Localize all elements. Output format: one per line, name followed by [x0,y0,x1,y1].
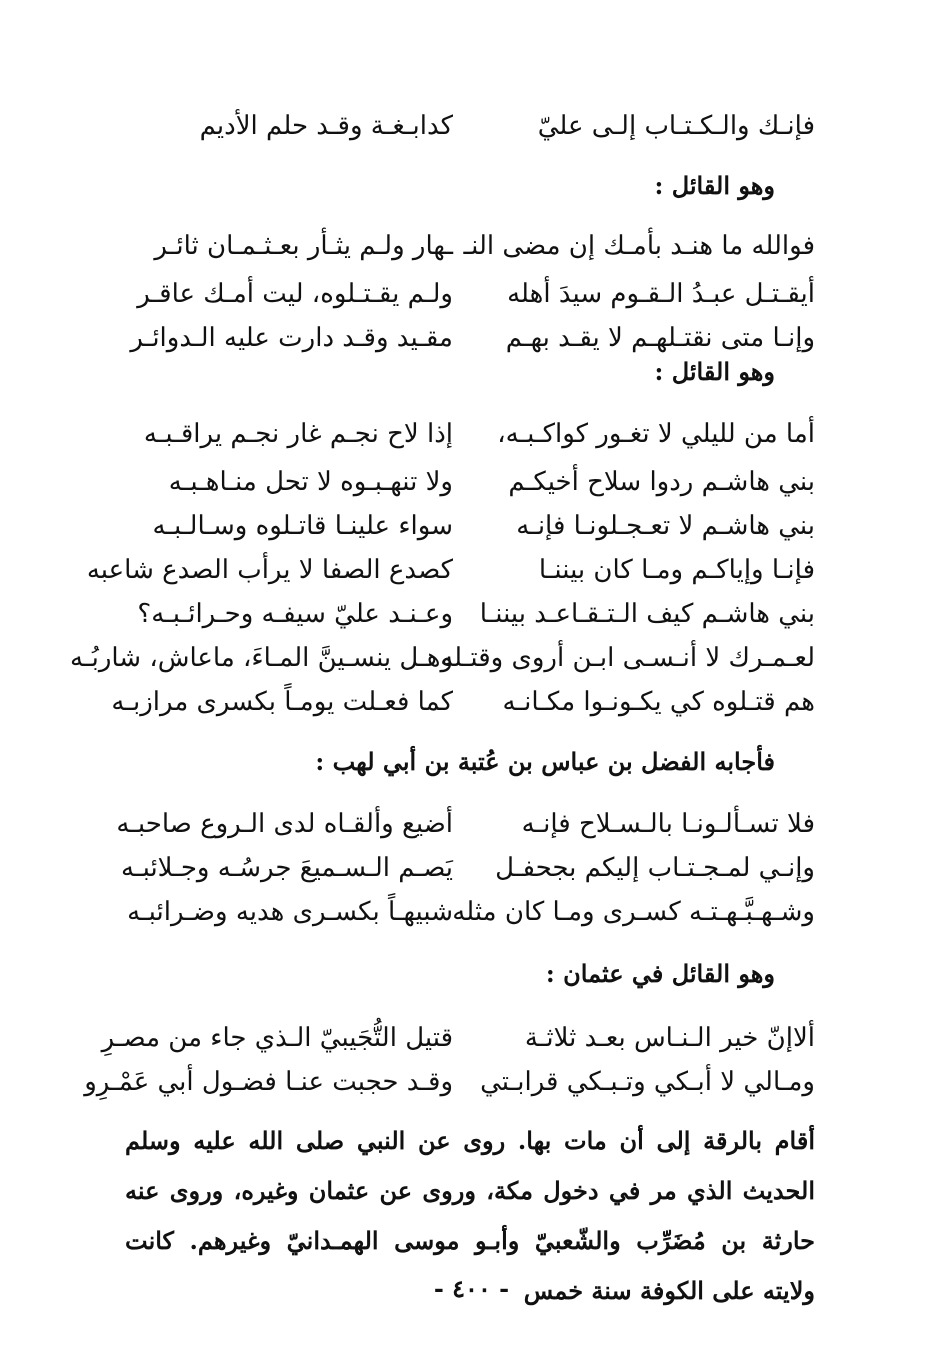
section-intro: وهو القائل : [654,357,775,386]
verse-hemistich-second: ولا تنهـبـوه لا تحل منـاهـبـه [168,467,453,497]
verse-hemistich-first: ألاإنّ خير الـنـاس بعـد ثلاثـة [524,1023,815,1053]
prose-text: أقام بالرقة إلى أن مات بها. روى عن النبي صلى الله عليه وسلم الحديث الذي مر في دخول مكة، وروى عن عثمان وغيره، وروى عنه حارثة بن مُضَرِّب والشّعبيّ وأبـو موسى الهمـدانيّ وغيرهم. كانت ولايته على الكوفة سنة خمس [125,1126,815,1305]
verse-hemistich-first: أيقـتـل عبـدُ الـقـوم سيدَ أهله [507,279,815,309]
verse-hemistich-second: شبيهـاً بكسـرى هديه وضـرائبـه [127,897,453,927]
verse-hemistich-second: يَصـم الـسـميعَ جرسُـه وجـلائبـه [121,853,453,883]
verse-hemistich-first: بني هاشـم لا تعـجـلونـا فإنـه [516,511,815,541]
verse-hemistich-second: قتيل التُّجَيبيّ الـذي جاء من مصـرِ [101,1023,453,1053]
verse-hemistich-second: ـهار ولـم يثـأر بعـثـمـان ثائـر [154,231,453,261]
verse-line [0,676,943,728]
verse-line [0,886,943,938]
verse-hemistich-second: ولـم يقـتـلوه، ليت أمـك عاقـر [137,279,453,309]
verse-hemistich-first: أما من لليلي لا تغـور كواكـبـه، [497,419,815,449]
verse-hemistich-first: فلا تسـألـونـا بالـسـلاح فإنـه [521,809,815,839]
section-intro: فأجابه الفضل بن عباس بن عُتبة بن أبي لهب : [315,747,775,776]
verse-hemistich-first: ومـالي لا أبـكي وتـبـكي قرابـتي [480,1067,815,1097]
verse-hemistich-second: إذا لاح نجـم غار نجـم يراقـبـه [143,419,453,449]
verse-hemistich-first: فإنـا وإياكـم ومـا كان بيننـا [538,555,815,585]
verse-hemistich-first: وإنـي لمـجـتـاب إليكم بجحفـل [495,853,815,883]
verse-hemistich-first: بني هاشـم كيف الـتـقـاعـد بيننـا [479,599,815,629]
verse-hemistich-first: هم قتـلوه كي يكـونـوا مكـانـه [502,687,815,717]
verse-hemistich-first: فوالله ما هنـد بأمـك إن مضى النـ [463,231,815,261]
verse-hemistich-second: كما فعـلت يومـاً بكسرى مرازبـه [111,687,453,717]
verse-hemistich-first: وشـهـبَّـهـتـه كسـرى ومـا كان مثله [452,897,815,927]
verse-hemistich-second: كدابـغـة وقـد حلم الأديم [199,111,453,141]
verse-hemistich-second: مقـيد وقـد دارت عليه الـدوائـر [130,323,453,353]
verse-line [0,1056,943,1108]
verse-hemistich-first: لعـمـرك لا أنـسـى ابـن أروى وقتـله [440,643,815,673]
verse-hemistich-first: فإنـك والـكـتـاب إلـى عليّ [537,111,815,141]
verse-hemistich-second: سواء علينـا قاتـلوه وسـالـبـه [152,511,453,541]
verse-line [0,408,943,460]
verse-hemistich-second: أضيع وألقـاه لدى الـروع صاحبـه [116,809,453,839]
verse-hemistich-second: وهـل ينسـينَّ المـاءَ، ماعاش، شاربُـه [70,643,453,673]
section-intro: وهو القائل : [654,171,775,200]
page-number: - ٤٠٠ - [433,1274,510,1303]
verse-hemistich-first: بني هاشـم ردوا سلاح أخيكـم [508,467,815,497]
verse-line [0,312,943,364]
verse-line [0,220,943,272]
verse-hemistich-second: وقـد حجبت عنـا فضـول أبي عَمْـرِو [84,1067,453,1097]
section-intro: وهو القائل في عثمان : [545,959,775,988]
verse-hemistich-second: كصدع الصفا لا يرأب الصدع شاعبه [86,555,453,585]
verse-hemistich-first: وإنـا متى نقتـلهـم لا يقـد بهـم [505,323,815,353]
verse-line [0,100,943,152]
verse-hemistich-second: وعـنـد عليّ سيفـه وحـرائـبـه؟ [137,599,453,629]
